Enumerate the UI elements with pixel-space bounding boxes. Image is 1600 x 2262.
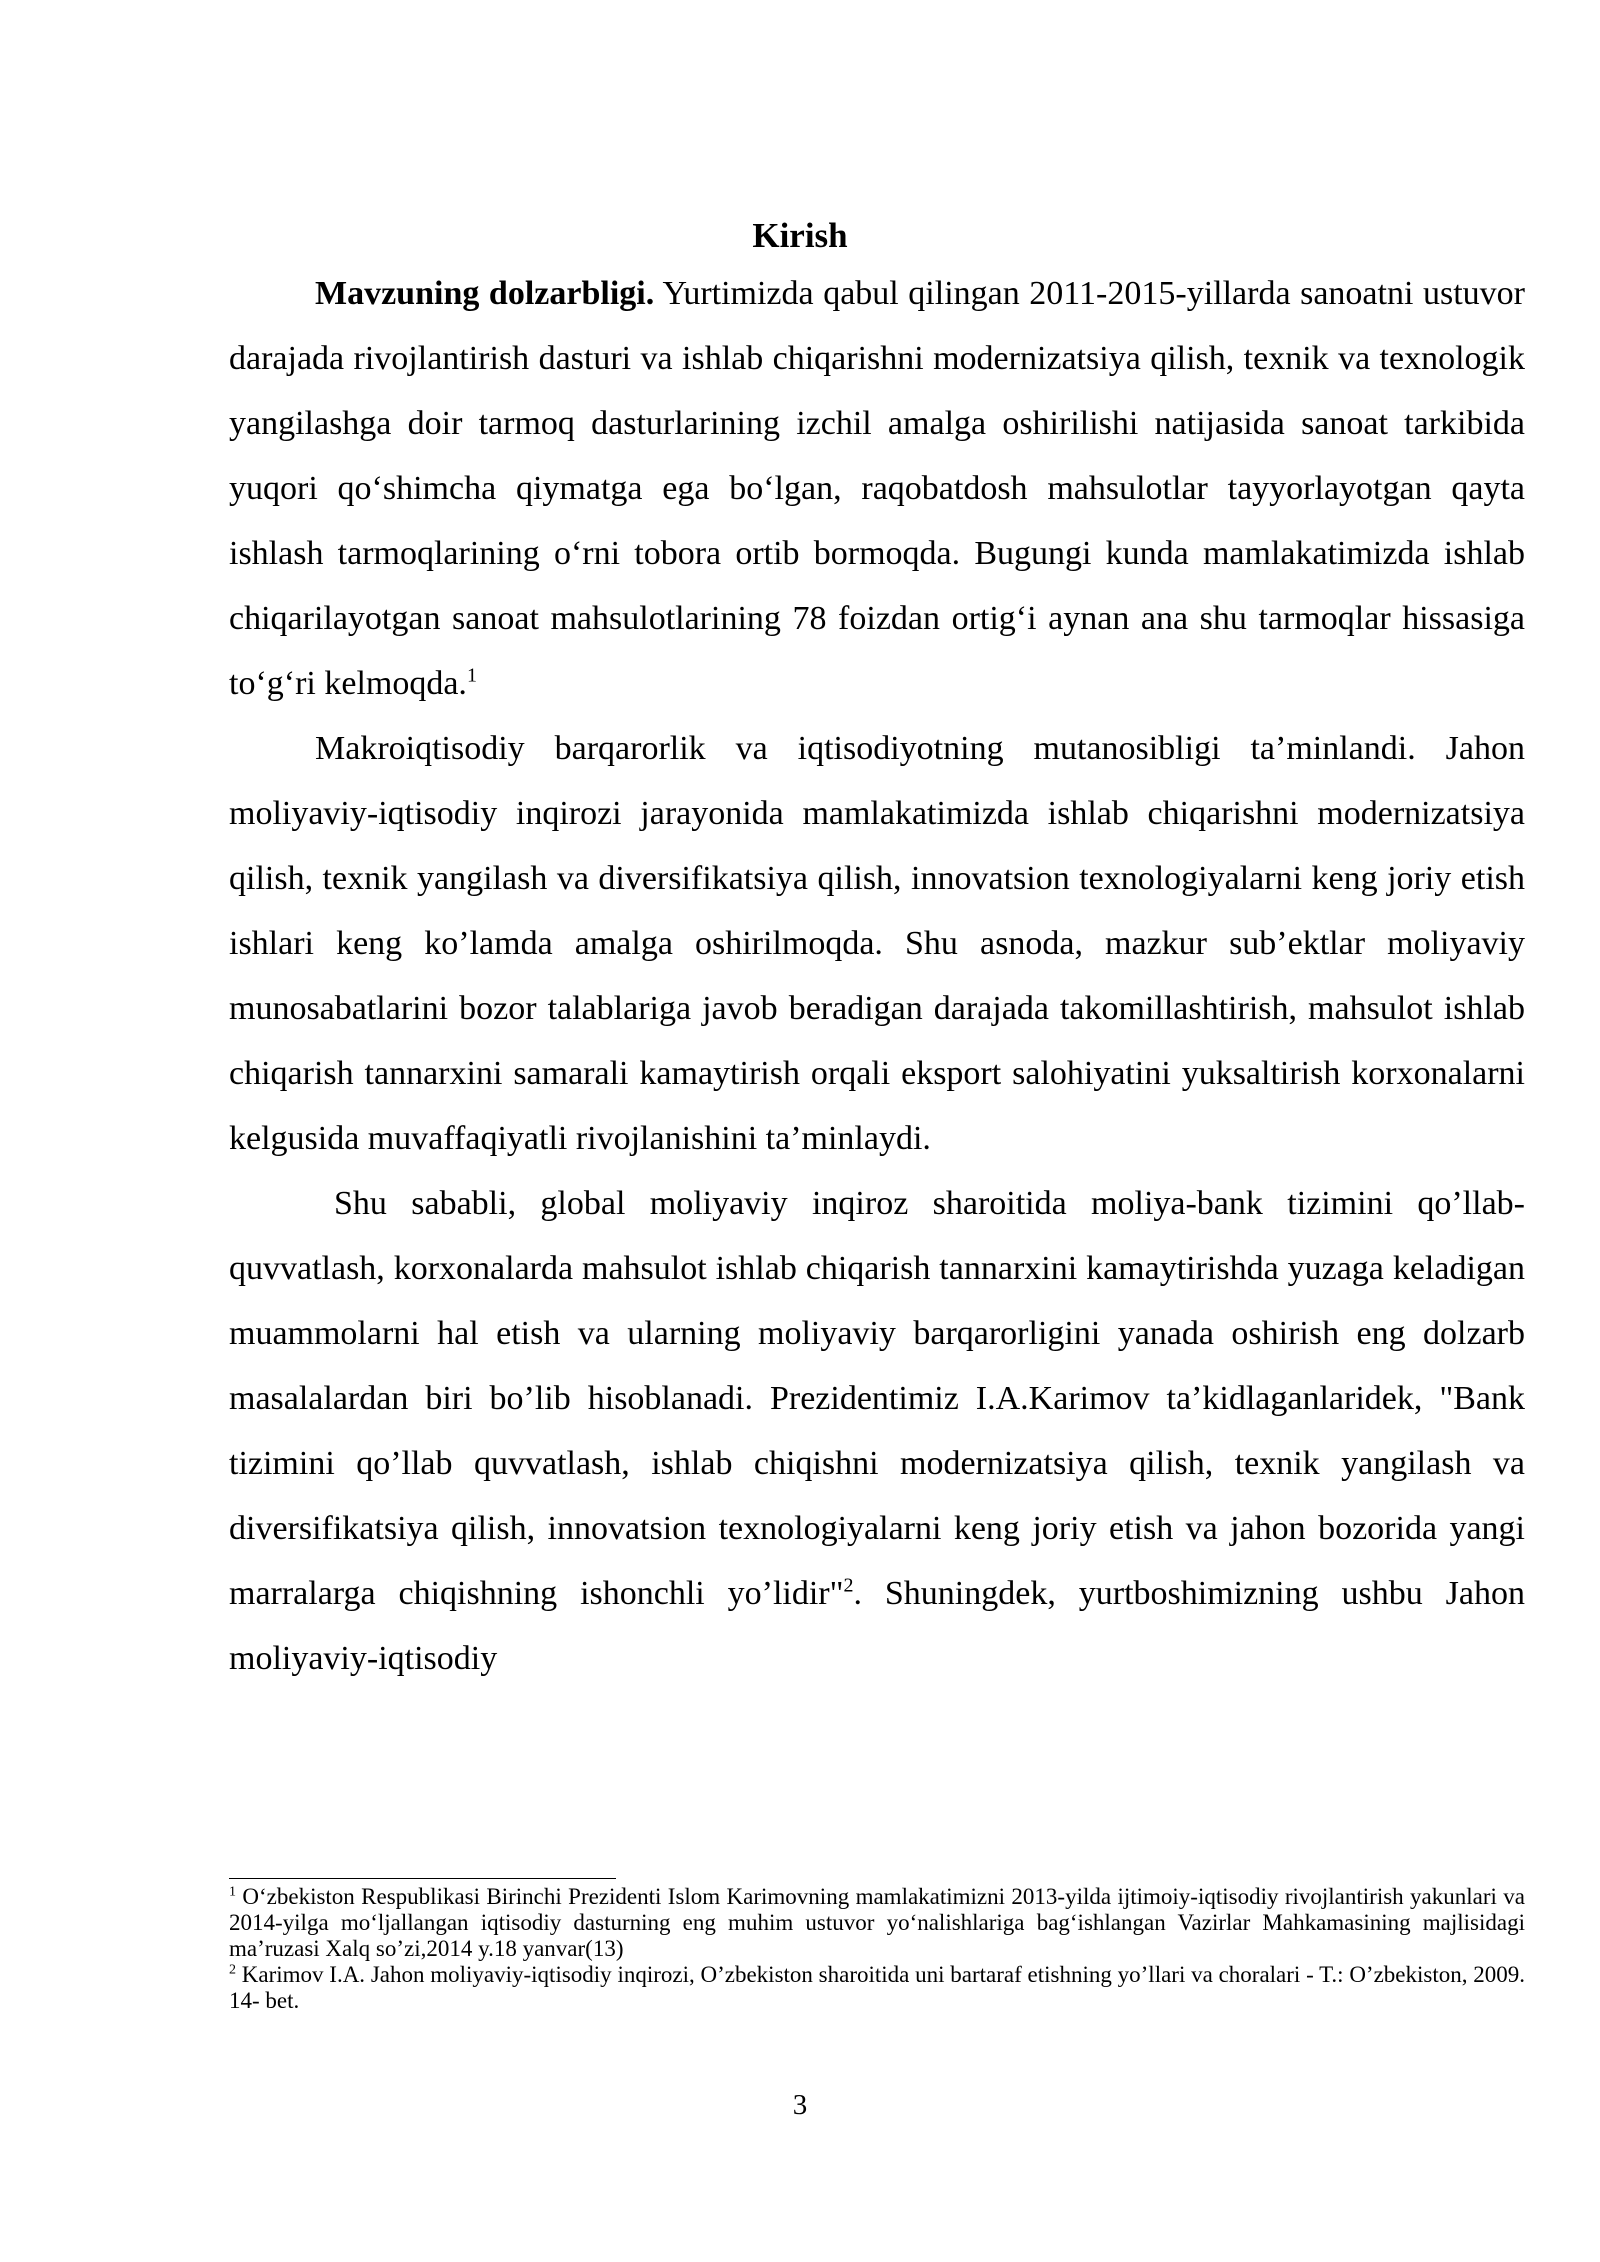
footnote-marker: 2 <box>229 1962 236 1978</box>
footnotes-section <box>229 1884 1525 2014</box>
footnote-reference[interactable]: 2 <box>843 1574 854 1597</box>
footnote-text: O‘zbekiston Respublikasi Birinchi Prezidenti Islom Karimovning mamlakatimizni 2013-yilda ijtimoiy-iqtisodiy rivojlantirish yakunlari va 2014-yilga mo‘ljallangan iqtisodiy dasturning eng muhim ustuvor yo‘nalishlariga bag‘ishlangan Vazirlar Mahkamasining majlisidagi ma’ruzasi Xalq so’zi,2014 y.18 yanvar(13) <box>229 1884 1525 1961</box>
footnote-item <box>229 1962 1525 2014</box>
paragraph-relevance <box>229 261 1525 716</box>
paragraph-text: Makroiqtisodiy barqarorlik va iqtisodiyotning mutanosibligi ta’minlandi. Jahon moliyaviy-iqtisodiy inqirozi jarayonida mamlakatimizda ishlab chiqarishni modernizatsiya qilish, texnik yangilash va diversifikatsiya qilish, innovatsion texnologiyalarni keng joriy etish ishlari keng ko’lamda amalga oshirilmoqda. Shu asnoda, mazkur sub’ektlar moliyaviy munosabatlarini bozor talablariga javob beradigan darajada takomillashtirish, mahsulot ishlab chiqarish tannarxini samarali kamaytirish orqali eksport salohiyatini yuksaltirish korxonalarni kelgusida muvaffaqiyatli rivojlanishini ta’minlaydi. <box>229 730 1525 1157</box>
main-body <box>229 261 1525 1691</box>
footnote-marker: 1 <box>229 1884 236 1900</box>
paragraph-macroeconomic <box>229 716 1525 1171</box>
footnote-text: Karimov I.A. Jahon moliyaviy-iqtisodiy inqirozi, O’zbekiston sharoitida uni bartaraf etishning yo’llari va choralari - T.: O’zbekiston, 2009. 14- bet. <box>229 1962 1525 2013</box>
paragraph-text: Shu sababli, global moliyaviy inqiroz sharoitida moliya-bank tizimini qo’llab-quvvatlash, korxonalarda mahsulot ishlab chiqarish tannarxini kamaytirishda yuzaga keladigan muammolarni hal etish va ularning moliyaviy barqarorligini yanada oshirish eng dolzarb masalalardan biri bo’lib hisoblanadi. Prezidentimiz I.A.Karimov ta’kidlaganlaridek, "Bank tizimini qo’llab quvvatlash, ishlab chiqishni modernizatsiya qilish, texnik yangilash va diversifikatsiya qilish, innovatsion texnologiyalarni keng joriy etish va jahon bozorida yangi marralarga chiqishning ishonchli yo’lidir" <box>229 1185 1525 1612</box>
paragraph-financial-crisis <box>229 1171 1525 1691</box>
paragraph-text: Yurtimizda qabul qilingan 2011-2015-yillarda sanoatni ustuvor darajada rivojlantirish dasturi va ishlab chiqarishni modernizatsiya qilish, texnik va texnologik yangilashga doir tarmoq dasturlarining izchil amalga oshirilishi natijasida sanoat tarkibida yuqori qo‘shimcha qiymatga ega bo‘lgan, raqobatdosh mahsulotlar tayyorlayotgan qayta ishlash tarmoqlarining o‘rni tobora ortib bormoqda. Bugungi kunda mamlakatimizda ishlab chiqarilayotgan sanoat mahsulotlarining 78 foizdan ortig‘i aynan ana shu tarmoqlar hissasiga to‘g‘ri kelmoqda. <box>229 275 1525 702</box>
paragraph-text-continuation: . Shuningdek, yurtboshimizning ushbu Jahon moliyaviy-iqtisodiy <box>229 1575 1525 1677</box>
page-number: 3 <box>792 2089 808 2121</box>
footnote-divider <box>229 1878 616 1879</box>
page-title: Kirish <box>752 216 848 255</box>
footnote-item <box>229 1884 1525 1962</box>
footnote-reference[interactable]: 1 <box>466 664 477 687</box>
paragraph-lead-heading: Mavzuning dolzarbligi. <box>315 275 655 312</box>
